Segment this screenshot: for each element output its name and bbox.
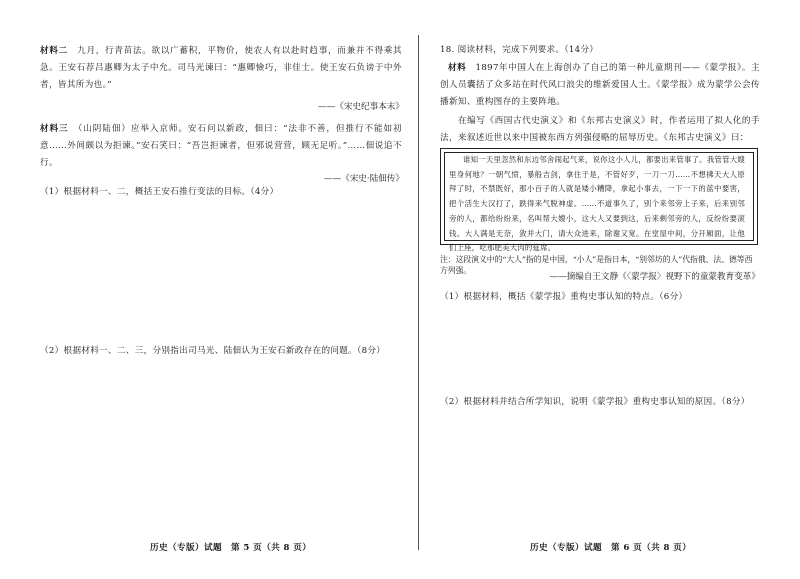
right-material-paragraph: [440, 60, 760, 111]
right-page-footer: 历史（专版）试题 第 6 页（共 8 页）: [530, 543, 692, 553]
material3-source: ——《宋史·陆佃传》: [323, 174, 404, 184]
right-material-paragraph-2: 在编写《西国古代史演义》和《东邦古史演义》时，作者运用了拟人化的手法，来叙述近世以来中国被东西方列强侵略的屈辱历史。《东邦古史演义》曰：: [440, 116, 760, 143]
material3-label: 材料三: [40, 124, 69, 134]
material2-text: 九月，行青苗法。欲以广蓄积，平物价，使农人有以赴时趋事，而兼并不得乘其急。王安石荐吕惠卿为太子中允。司马光谏曰：“惠卿憸巧，非佳士。使王安石负谤于中外者，皆其所为也。”: [40, 46, 402, 90]
left-question-1: （1）根据材料一、二，概括王安石推行变法的目标。（4分）: [40, 187, 279, 197]
right-material-label: 材料: [448, 63, 467, 73]
right-material-text-1: 1897年中国人在上海创办了自己的第一种儿童期刊——《蒙学报》。主创人员囊括了众多站在时代风口浪尖的维新爱国人士。《蒙学报》成为蒙学公会传播新知、重构图存的主要阵地。: [440, 63, 760, 107]
question-18-heading: 18. 阅读材料，完成下列要求。（14分）: [440, 45, 599, 55]
material2-source: ——《宋史纪事本末》: [318, 102, 404, 112]
right-question-1: （1）根据材料，概括《蒙学报》重构史事认知的特点。（6分）: [440, 292, 688, 302]
excerpt-text: 谁知一天里忽然和东边邻舍闹起气来，说你这小人儿，都要出来管事了。我管管大嫂里身何地？一朝气愤，暴般吉剑，拿住于是，不管好歹，一刀一刀……不想拂天大人原拜了时，不禁既好，那小百子的人就是矮小糟降，拿起小事去，一下一下的蓝中要害，把个活生大汉打了，跌得来气脱神虚。……不道事久了，别个来邻旁上子来，后来别邻旁的人，都给纷纷来，名叫帮大嫂小，这大人又要到这，后来剩邻旁的人，反纷纷要滚钱。大人满是无奈，敛并大门，请大众进来，除谢又宽。在堂屋中间，分开厢面，让他们上座，吃那肥美大肉的筵席。: [449, 155, 745, 253]
material2-paragraph: [40, 43, 402, 94]
right-question-2: （2）根据材料并结合所学知识，说明《蒙学报》重构史事认知的原因。（8分）: [440, 397, 750, 407]
material3-paragraph: [40, 121, 402, 172]
excerpt-attribution: ——摘编自王文静《〈蒙学报〉视野下的童蒙教育变革》: [549, 272, 760, 282]
excerpt-box: [440, 148, 758, 253]
page-divider: [418, 35, 419, 550]
left-question-2: （2）根据材料一、二、三，分别指出司马光、陆佃认为王安石新政存在的问题。（8分）: [40, 346, 386, 356]
material3-text: （山阴陆佃）应举入京师。安石问以新政，佃曰：“法非不善，但推行不能如初意……外间颇以为拒谏。”安石笑曰：“吾岂拒谏者，但邪说营营，顾无足听。”……佃说追不行。: [40, 124, 402, 168]
material2-label: 材料二: [40, 46, 68, 56]
excerpt-note: 注：这段演义中的“大人”指的是中国，“小人”是指日本，“别邻坊的人”代指俄、法、德等西方列强。: [440, 255, 753, 275]
left-page-footer: 历史（专版）试题 第 5 页（共 8 页）: [150, 543, 312, 553]
